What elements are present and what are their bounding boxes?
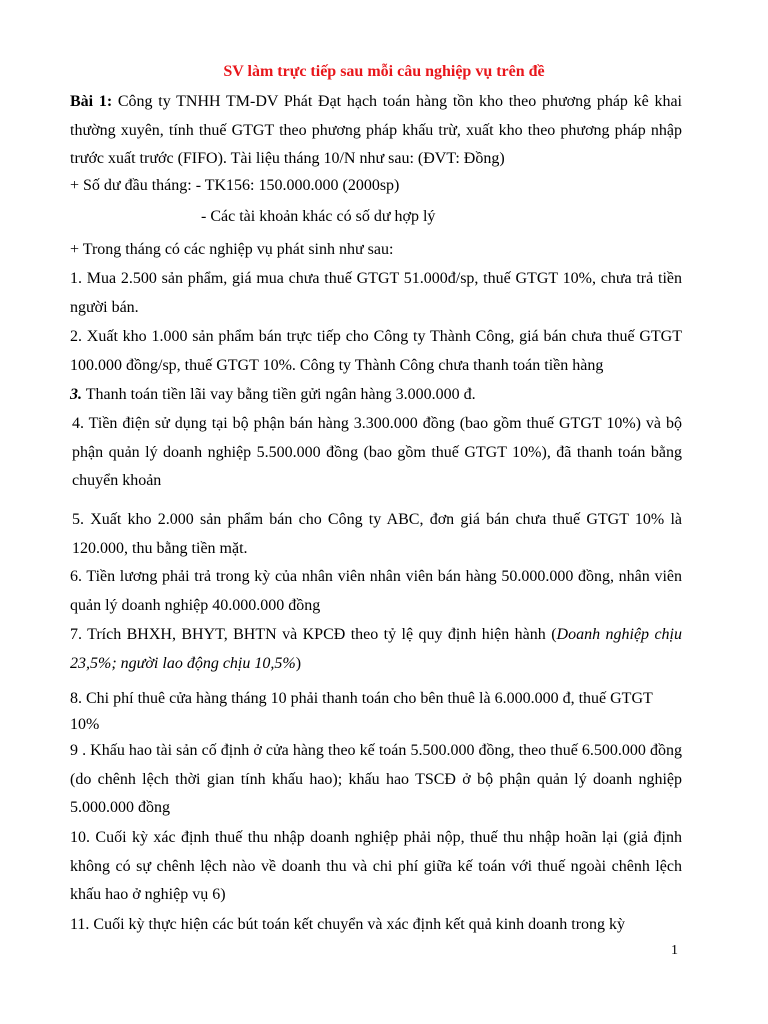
transaction-item-4: 4. Tiền điện sử dụng tại bộ phận bán hàng 3.300.000 đồng (bao gồm thuế GTGT 10%) và bộ phận quản lý doanh nghiệp 5.500.000 đồng (bao gồm thuế GTGT 10%), đã thanh toán bằng chuyển khoản [72,415,682,490]
transaction-item-9: 9 . Khấu hao tài sản cố định ở cửa hàng theo kế toán 5.500.000 đồng, theo thuế 6.500.000 đồng (do chênh lệch thời gian tính khấu hao); khấu hao TSCĐ ở bộ phận quản lý doanh nghiệp 5.000.000 đồng [70,742,682,817]
transactions-header: + Trong tháng có các nghiệp vụ phát sinh như sau: [70,241,394,258]
opening-balance: + Số dư đầu tháng: - TK156: 150.000.000 (2000sp) [70,177,400,194]
page-number: 1 [671,943,678,958]
item-7-close: ) [295,654,302,672]
transaction-item-7 [70,621,682,678]
intro-paragraph [70,88,682,174]
transaction-item-8: 8. Chi phí thuê cửa hàng tháng 10 phải thanh toán cho bên thuê là 6.000.000 đ, thuế GTGT 10% [70,690,653,733]
item-7-italic-rates: Doanh nghiệp chịu 23,5%; người lao động chịu 10,5% [70,626,682,672]
transaction-item-10: 10. Cuối kỳ xác định thuế thu nhập doanh nghiệp phải nộp, thuế thu nhập hoãn lại (giả định không có sự chênh lệch nào về doanh thu và chi phí giữa kế toán với thuế ngoài chênh lệch khấu hao ở nghiệp vụ 6) [70,829,682,904]
exercise-label: Bài 1: [70,93,113,110]
transaction-item-5: 5. Xuất kho 2.000 sản phẩm bán cho Công ty ABC, đơn giá bán chưa thuế GTGT 10% là 120.000, thu bằng tiền mặt. [72,511,682,557]
transaction-item-3 [70,381,682,410]
item-3-text: Thanh toán tiền lãi vay bằng tiền gửi ngân hàng 3.000.000 đ. [82,386,476,403]
transaction-item-2: 2. Xuất kho 1.000 sản phẩm bán trực tiếp cho Công ty Thành Công, giá bán chưa thuế GTGT 100.000 đồng/sp, thuế GTGT 10%. Công ty Thành Công chưa thanh toán tiền hàng [70,328,682,374]
transaction-item-1: 1. Mua 2.500 sản phẩm, giá mua chưa thuế GTGT 51.000đ/sp, thuế GTGT 10%, chưa trả tiền người bán. [70,270,682,316]
page-title: SV làm trực tiếp sau mỗi câu nghiệp vụ trên đề [223,63,545,80]
item-7-text: 7. Trích BHXH, BHYT, BHTN và KPCĐ theo tỷ lệ quy định hiện hành ( [70,626,557,643]
item-3-number: 3. [70,386,82,403]
transaction-item-6: 6. Tiền lương phải trả trong kỳ của nhân viên nhân viên bán hàng 50.000.000 đồng, nhân viên quản lý doanh nghiệp 40.000.000 đồng [70,568,682,614]
transaction-item-11: 11. Cuối kỳ thực hiện các bút toán kết chuyển và xác định kết quả kinh doanh trong kỳ [70,916,626,933]
other-accounts-note: - Các tài khoản khác có số dư hợp lý [201,208,436,225]
intro-text: Công ty TNHH TM-DV Phát Đạt hạch toán hàng tồn kho theo phương pháp kê khai thường xuyên, tính thuế GTGT theo phương pháp khấu trừ, xuất kho theo phương pháp nhập trước xuất trước (FIFO). Tài liệu tháng 10/N như sau: (ĐVT: Đồng) [70,93,682,168]
